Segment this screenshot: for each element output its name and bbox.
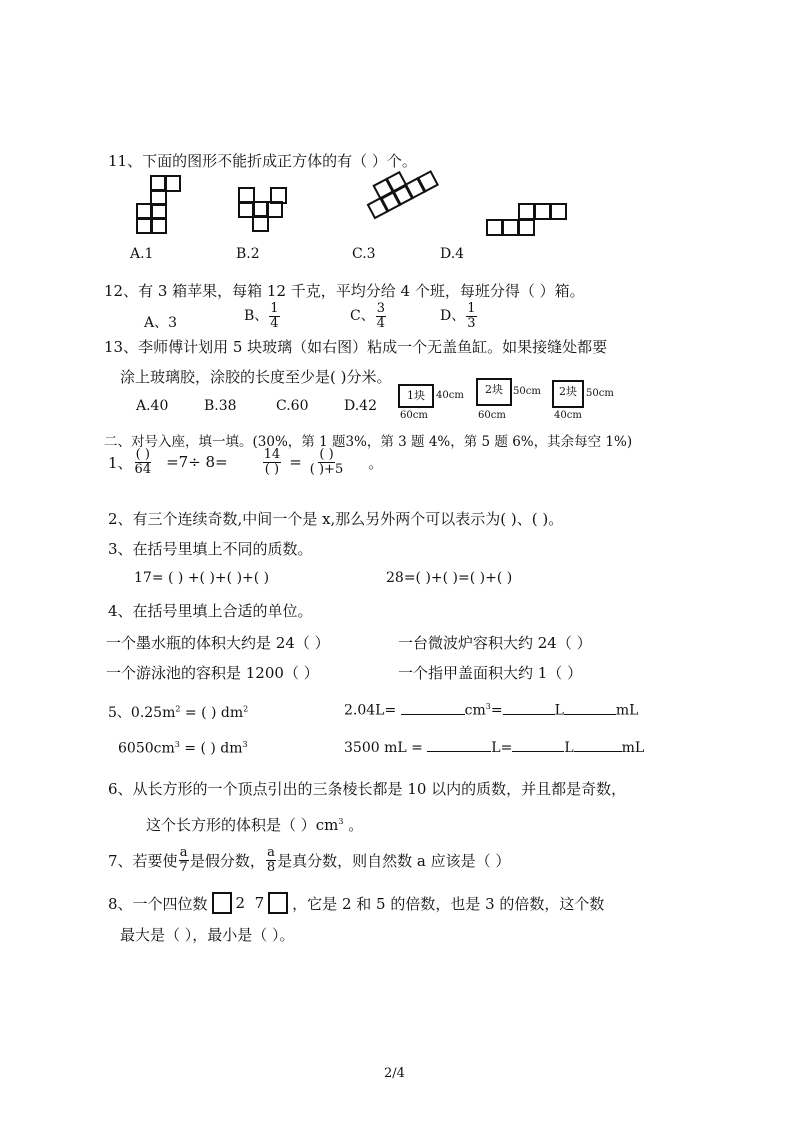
q13-option-b: B.38 — [204, 398, 237, 414]
fill-3-eq2: 28=( )+( )=( )+( ) — [386, 570, 513, 586]
q13-option-c: C.60 — [276, 398, 309, 414]
q12-option-a: A、3 — [144, 315, 178, 331]
q12-option-c: C、 $\frac{3}{4}$ — [350, 301, 385, 331]
fill-8-line2: 最大是（ ），最小是（ ）。 — [120, 926, 295, 944]
digit-box-ones — [268, 892, 288, 914]
glass-piece-1: 1块 — [398, 384, 434, 408]
fill-6-line1: 6、从长方形的一个顶点引出的三条棱长都是 10 以内的质数，并且都是奇数， — [108, 780, 627, 798]
q11-stem: 11、下面的图形不能折成正方体的有（ ）个。 — [108, 152, 417, 170]
fill-5-a: 5、$0.25m^2$ = ( ) $dm^2$ — [108, 704, 249, 721]
q11-option-d: D.4 — [440, 246, 465, 262]
q13-line1: 13、李师傅计划用 5 块玻璃（如右图）粘成一个无盖鱼缸。如果接缝处都要 — [104, 338, 608, 356]
section-2-title: 二、对号入座，填一填。(30%，第 1 题3%，第 3 题 4%，第 5 题 6%，其余每空 1%) — [104, 434, 633, 450]
q12-option-d: D、 $\frac{1}{3}$ — [440, 301, 476, 331]
q11-option-b: B.2 — [236, 246, 260, 262]
fill-4-c: 一个游泳池的容积是 1200（ ） — [106, 664, 319, 682]
fill-5-c: $6050cm^3$ = ( ) $dm^3$ — [118, 740, 248, 757]
fill-4-a: 一个墨水瓶的体积大约是 24（ ） — [106, 634, 330, 652]
q12-stem: 12、有 3 箱苹果，每箱 12 千克，平均分给 4 个班，每班分得（ ）箱。 — [104, 282, 585, 300]
fill-5-b: $2.04L= cm^3= L$ mL — [344, 702, 639, 719]
fill-8-line1: 8、一个四位数 2 7 ，它是 2 和 5 的倍数，也是 3 的倍数，这个数 — [108, 894, 605, 913]
fill-6-line2: 这个长方形的体积是（ ）$cm^3$ 。 — [146, 816, 364, 834]
q11-option-c: C.3 — [352, 246, 376, 262]
fill-4-title: 4、在括号里填上合适的单位。 — [108, 602, 313, 620]
page-number: 2/4 — [384, 1066, 405, 1081]
fill-1: 1、 $\frac{( )}{64}$ =7÷ 8= $\frac{14}{( )}$ = $\frac{( )}{( )+5}$ 。 — [108, 447, 384, 477]
glass-2-width: 60cm — [478, 410, 506, 421]
fill-4-b: 一台微波炉容积大约 24（ ） — [398, 634, 592, 652]
q13-option-d: D.42 — [344, 398, 377, 414]
glass-1-height: 40cm — [436, 390, 464, 401]
fill-5-d: 3500 mL = L= L mL — [344, 740, 645, 756]
q13-option-a: A.40 — [136, 398, 169, 414]
fill-2: 2、有三个连续奇数,中间一个是 x,那么另外两个可以表示为( )、( )。 — [108, 510, 564, 528]
digit-box-thousands — [212, 892, 232, 914]
glass-piece-2: 2块 — [476, 378, 512, 406]
glass-3-height: 50cm — [586, 388, 614, 399]
fill-3-title: 3、在括号里填上不同的质数。 — [108, 540, 313, 558]
glass-2-height: 50cm — [513, 386, 541, 397]
fill-7: 7、若要使 $\frac{a}{7}$ 是假分数， $\frac{a}{8}$ 是真分数，则自然数 a 应该是（ ） — [108, 845, 511, 875]
q12-option-b: B、 $\frac{1}{4}$ — [244, 301, 279, 331]
glass-piece-3: 2块 — [552, 380, 584, 408]
q11-option-a: A.1 — [130, 246, 154, 262]
fill-3-eq1: 17= ( ) +( )+( )+( ) — [134, 570, 270, 586]
q13-line2: 涂上玻璃胶，涂胶的长度至少是( )分米。 — [120, 368, 392, 386]
fill-4-d: 一个指甲盖面积大约 1（ ） — [398, 664, 583, 682]
glass-3-width: 40cm — [554, 410, 582, 421]
glass-1-width: 60cm — [400, 410, 428, 421]
